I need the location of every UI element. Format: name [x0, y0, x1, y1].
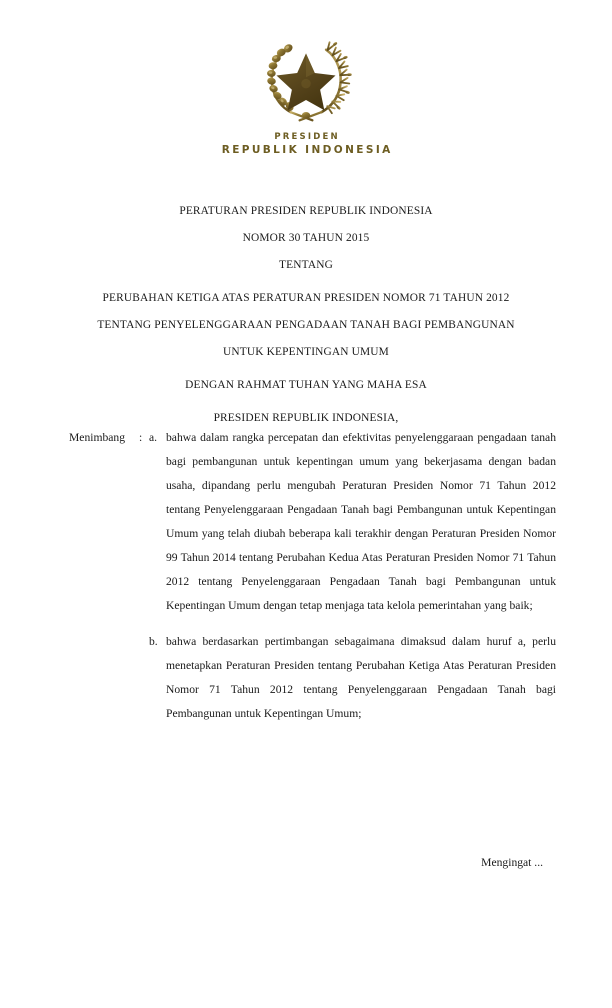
- wreath-knot: [302, 112, 310, 119]
- title-subject-group: [56, 285, 556, 366]
- title-heading-group: [56, 198, 556, 279]
- letterhead-line-presiden: PRESIDEN: [274, 132, 340, 142]
- considerations-colon: :: [139, 431, 143, 444]
- letterhead-text: [0, 132, 612, 157]
- title-line-tentang: TENTANG: [279, 259, 333, 271]
- consideration-item-b: [56, 630, 556, 726]
- title-line-number-year: NOMOR 30 TAHUN 2015: [242, 232, 370, 244]
- title-invocation: DENGAN RAHMAT TUHAN YANG MAHA ESA: [185, 379, 427, 391]
- consideration-text-a: bahwa dalam rangka percepatan dan efektivitas penyelenggaraan pengadaan tanah bagi pembangunan untuk kepentingan umum yang bekerjasama dengan badan usaha, dipandang perlu mengubah Peraturan Presiden Nomor 71 Tahun 2012 tentang Penyelenggaraan Pengadaan Tanah bagi Pembangunan untuk Kepentingan Umum yang telah diubah beberapa kali terakhir dengan Peraturan Presiden Nomor 99 Tahun 2014 tentang Perubahan Kedua Atas Peraturan Presiden Nomor 71 Tahun 2012 tentang Penyelenggaraan Pengadaan Tanah bagi Pembangunan untuk Kepentingan Umum dengan tetap menjaga tata kelola pemerintahan yang baik;: [166, 431, 556, 612]
- title-subject-line-2: TENTANG PENYELENGGARAAN PENGADAAN TANAH BAGI PEMBANGUNAN: [97, 319, 515, 331]
- consideration-marker-b: b.: [149, 635, 158, 648]
- consideration-marker-a: a.: [149, 431, 158, 444]
- title-authority: PRESIDEN REPUBLIK INDONESIA,: [213, 412, 399, 424]
- document-title-block: [56, 198, 556, 432]
- letterhead: [0, 36, 612, 157]
- consideration-text-b: bahwa berdasarkan pertimbangan sebagaimana dimaksud dalam huruf a, perlu menetapkan Peraturan Presiden tentang Perubahan Ketiga Atas Peraturan Presiden Nomor 71 Tahun 2012 tentang Penyelenggaraan Pengadaan Tanah bagi Pembangunan untuk Kepentingan Umum;: [166, 635, 556, 720]
- garuda-star-wreath-emblem: [260, 36, 352, 124]
- title-line-regulation-type: PERATURAN PRESIDEN REPUBLIK INDONESIA: [179, 205, 433, 217]
- title-subject-line-3: UNTUK KEPENTINGAN UMUM: [223, 346, 389, 358]
- consideration-item-a: [56, 426, 556, 618]
- page-catchword: Mengingat ...: [481, 856, 543, 869]
- letterhead-line-republik-indonesia: REPUBLIK INDONESIA: [221, 143, 393, 156]
- title-invocation-group: [56, 372, 556, 399]
- considerations-label: Menimbang: [69, 431, 126, 444]
- considerations-section: [56, 426, 556, 726]
- title-subject-line-1: PERUBAHAN KETIGA ATAS PERATURAN PRESIDEN NOMOR 71 TAHUN 2012: [102, 292, 510, 304]
